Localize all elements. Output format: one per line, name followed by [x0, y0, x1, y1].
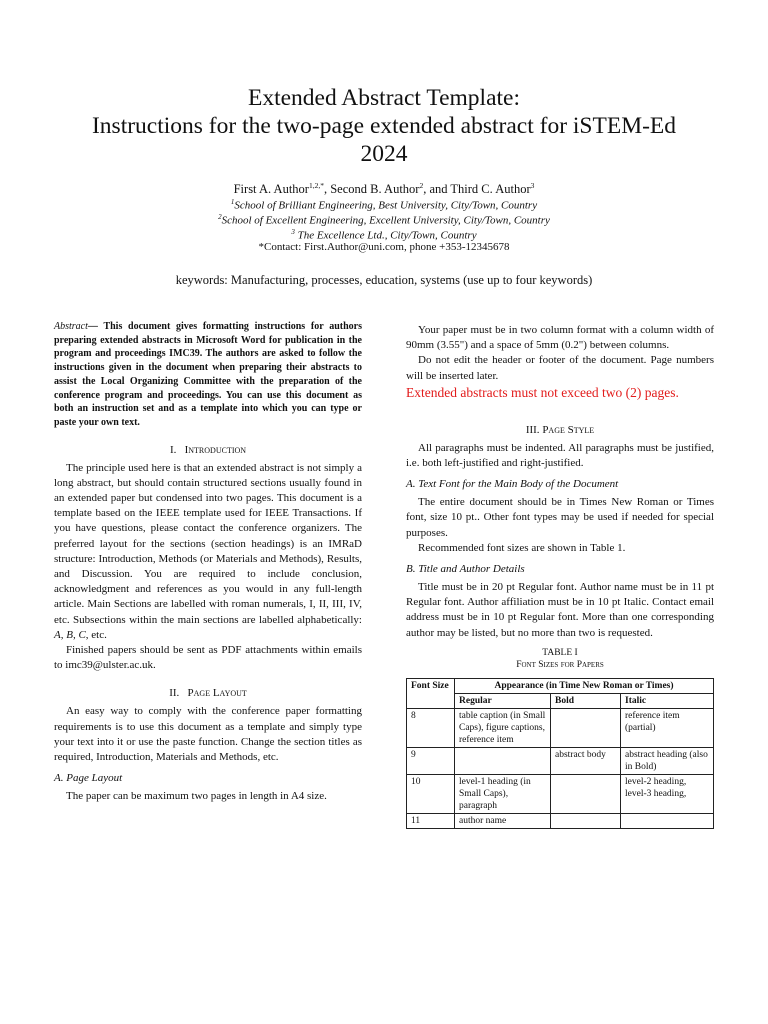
table-caption: Font Sizes for Papers	[516, 659, 604, 670]
keywords-line: keywords: Manufacturing, processes, education, systems (use up to four keywords)	[175, 273, 593, 287]
page-limit-warning: Extended abstracts must not exceed two (2) pages.	[406, 384, 679, 400]
contact-line: *Contact: First.Author@uni.com, phone +353-12345678	[258, 241, 510, 253]
affiliation-3-sup: 3	[291, 228, 295, 236]
style-paragraph-2: The entire document should be in Times New Roman or Times font, size 10 pt.. Other font types may be used if needed for special purposes.	[406, 496, 714, 539]
table-head-italic: Italic	[621, 693, 714, 708]
title-line-3: 2024	[360, 141, 408, 167]
section-heading-page-style	[406, 423, 714, 438]
table-head-bold: Bold	[551, 693, 621, 708]
style-paragraph-3: Recommended font sizes are shown in Table 1.	[418, 541, 626, 554]
table-head-appearance: Appearance (in Time New Roman or Times)	[455, 678, 714, 693]
table-cell-bold	[551, 708, 621, 747]
table-cell-regular: author name	[455, 813, 551, 828]
table-row	[407, 813, 714, 828]
table-row	[407, 708, 714, 747]
layout-paragraph-4: Do not edit the header or footer of the document. Page numbers will be inserted later.	[406, 354, 714, 382]
author-1-sup: 1,2,*	[308, 181, 324, 190]
table-cell-italic: abstract heading (also in Bold)	[621, 747, 714, 774]
section-2-title: Page Layout	[187, 687, 247, 700]
paper-title	[40, 84, 728, 168]
layout-paragraph-2: The paper can be maximum two pages in length in A4 size.	[66, 790, 327, 803]
table-head-font-size: Font Size	[407, 678, 455, 708]
section-heading-page-layout	[54, 686, 362, 701]
author-3: , and Third C. Author	[423, 182, 531, 197]
intro-p1-end: , etc.	[85, 628, 107, 641]
section-1-number: I.	[169, 443, 177, 456]
table-head-regular: Regular	[455, 693, 551, 708]
author-1: First A. Author	[233, 182, 309, 197]
table-cell-regular: level-1 heading (in Small Caps), paragraph	[455, 774, 551, 813]
table-cell-size: 9	[407, 747, 455, 774]
table-cell-bold: abstract body	[551, 747, 621, 774]
author-2: , Second B. Author	[323, 182, 420, 197]
subsection-page-layout: A. Page Layout	[54, 772, 123, 785]
author-3-sup: 3	[530, 181, 535, 190]
affiliation-2-text: School of Excellent Engineering, Excellent University, City/Town, Country	[221, 214, 550, 227]
style-paragraph-1: All paragraphs must be indented. All paragraphs must be justified, i.e. both left-justified and right-justified.	[406, 441, 714, 470]
table-cell-size: 11	[407, 813, 455, 828]
table-cell-italic: reference item (partial)	[621, 708, 714, 747]
table-label: TABLE I	[542, 647, 578, 658]
title-line-2: Instructions for the two-page extended abstract for iSTEM-Ed	[91, 113, 677, 139]
section-3-title: Page Style	[542, 423, 595, 436]
abstract-lead: Abstract	[54, 321, 88, 332]
style-paragraph-4: Title must be in 20 pt Regular font. Author name must be in 11 pt Regular font. Author affiliation must be in 10 pt Italic. Contact email address must be in 10 pt Regular font. More than one corresponding author may be listed, but no more than two is requested.	[406, 581, 714, 639]
font-sizes-table	[406, 678, 714, 829]
section-3-number: III.	[525, 423, 540, 436]
intro-paragraph-1	[54, 461, 362, 643]
affiliation-1-sup: 1	[230, 198, 235, 206]
table-cell-size: 10	[407, 774, 455, 813]
table-cell-italic	[621, 813, 714, 828]
table-cell-regular	[455, 747, 551, 774]
abstract-paragraph	[54, 320, 362, 430]
abstract-body: This document gives formatting instructions for authors preparing extended abstracts in Microsoft Word for publication in the program and proceedings IMC39. The authors are asked to follow the instructions given in the document when preparing their abstracts to assist the Local Organizing Committee with the preparation of the conference program and proceedings. You can use this document as both an instruction set and as a template into which you can type or paste your own text.	[54, 321, 362, 428]
table-cell-italic: level-2 heading, level-3 heading,	[621, 774, 714, 813]
table-cell-bold	[551, 813, 621, 828]
table-cell-regular: table caption (in Small Caps), figure captions, reference item	[455, 708, 551, 747]
table-header-row-1	[407, 678, 714, 693]
subsection-text-font: A. Text Font for the Main Body of the Document	[406, 478, 619, 491]
title-line-1: Extended Abstract Template:	[247, 85, 520, 111]
layout-paragraph-3: Your paper must be in two column format with a column width of 90mm (3.55") and a space of 5mm (0.2") between columns.	[406, 324, 714, 352]
intro-paragraph-2: Finished papers should be sent as PDF attachments within emails to imc39@ulster.ac.uk.	[54, 644, 362, 672]
section-1-title: Introduction	[184, 443, 247, 456]
intro-p1-italic: A, B, C	[54, 628, 86, 641]
layout-paragraph-1: An easy way to comply with the conference paper formatting requirements is to use this document as a template and simply type your text into it or use the paste function. Change the section titles as required, Introduction, Materials and Methods, etc.	[54, 705, 362, 764]
affiliation-3-text: The Excellence Ltd., City/Town, Country	[294, 229, 477, 242]
author-2-sup: 2	[419, 181, 424, 190]
table-cell-bold	[551, 774, 621, 813]
affiliation-2-sup: 2	[218, 213, 222, 221]
intro-p1-text: The principle used here is that an extended abstract is not simply a long abstract, but should contain structured sections usually found in an extended paper but condensed into two pages. This document is a template based on the IEEE template used for IEEE Transactions. If you have questions, please contact the conference organizers. The preferred layout for the sections (section headings) is an IMRaD structure: Introduction, Methods (or Materials and Methods), Results, and Discussion. You are required to include conclusion, acknowledgment and references as you would in any full-length article. Main Sections are labelled with roman numerals, I, II, III, IV, etc. Subsections within the main sections are labelled alphabetically:	[54, 461, 362, 626]
affiliation-1-text: School of Brilliant Engineering, Best University, City/Town, Country	[234, 199, 538, 212]
subsection-title-author: B. Title and Author Details	[406, 563, 525, 576]
section-heading-introduction	[54, 443, 362, 458]
left-column	[54, 320, 362, 804]
table-cell-size: 8	[407, 708, 455, 747]
table-row	[407, 747, 714, 774]
right-column	[406, 323, 714, 829]
table-row	[407, 774, 714, 813]
section-2-number: II.	[169, 687, 180, 700]
abstract-dash: —	[87, 321, 104, 332]
